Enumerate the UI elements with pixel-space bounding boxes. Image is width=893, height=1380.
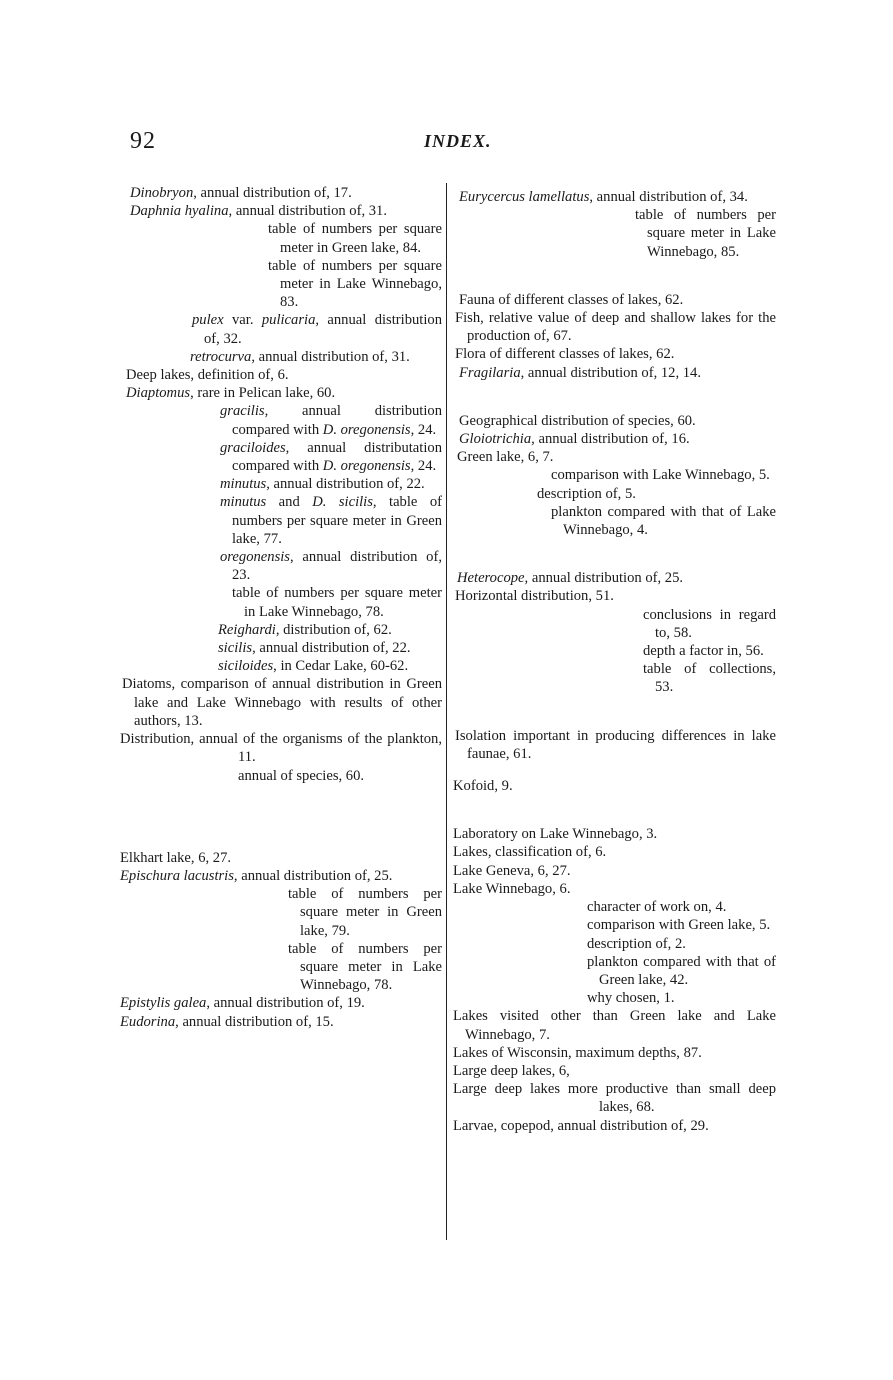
index-entry: Lakes, classification of, 6. (453, 844, 607, 861)
index-entry: Fish, relative value of deep and shallow lakes for the production of, 67. (455, 310, 776, 345)
index-entry: Lakes of Wisconsin, maximum depths, 87. (453, 1044, 702, 1061)
index-entry: table of numbers per square meter in Lake Winnebago, 78. (288, 940, 442, 994)
index-entry: Lake Winnebago, 6. (453, 880, 571, 897)
index-entry: table of numbers per square meter in Lake Winnebago, 83. (268, 257, 442, 311)
entry-spacer (453, 261, 776, 291)
index-entry: Laboratory on Lake Winnebago, 3. (453, 826, 658, 843)
index-entry: description of, 5. (537, 485, 636, 502)
index-entry: Flora of different classes of lakes, 62. (455, 346, 675, 363)
index-entry: Isolation important in producing differences in lake faunae, 61. (455, 727, 776, 762)
index-entry: gracilis, annual distribution compared with D. oregonensis, 24. (220, 403, 442, 438)
index-entry: Green lake, 6, 7. (457, 449, 554, 466)
index-entry: comparison with Green lake, 5. (587, 917, 771, 934)
index-entry: table of numbers per square meter in Lake Winnebago, 78. (232, 585, 442, 620)
index-entry: Large deep lakes more productive than small deep lakes, 68. (453, 1081, 776, 1116)
index-entry: Distribution, annual of the organisms of the plankton, 11. (120, 731, 442, 766)
index-entry: Heterocope, annual distribution of, 25. (457, 570, 684, 587)
index-entry: Epistylis galea, annual distribution of, 19. (120, 995, 365, 1012)
index-entry: Fauna of different classes of lakes, 62. (459, 291, 684, 308)
index-entry: Epischura lacustris, annual distribution of, 25. (120, 867, 393, 884)
column-divider (446, 183, 447, 1240)
index-entry: Dinobryon, annual distribution of, 17. (130, 185, 352, 201)
index-entry: annual of species, 60. (238, 767, 365, 784)
index-entry: comparison with Lake Winnebago, 5. (551, 467, 770, 484)
index-entry: description of, 2. (587, 935, 686, 952)
index-entry: table of numbers per square meter in Lake Winnebago, 85. (635, 207, 776, 260)
index-entry: oregonensis, annual distribution of, 23. (220, 549, 442, 584)
index-entry: Diatoms, comparison of annual distribution in Green lake and Lake Winnebago with results of other authors, 13. (122, 676, 442, 729)
index-entry: Diaptomus, rare in Pelican lake, 60. (126, 385, 336, 402)
index-entry: Daphnia hyalina, annual distribution of, 31. (130, 203, 388, 220)
index-entry: minutus, annual distribution of, 22. (220, 476, 425, 493)
entry-spacer (453, 763, 776, 777)
index-column-right (453, 188, 776, 1135)
index-entry: Deep lakes, definition of, 6. (126, 367, 289, 384)
index-entry: depth a factor in, 56. (643, 643, 764, 660)
index-entry: table of numbers per square meter in Green lake, 84. (268, 221, 442, 256)
entry-spacer (120, 785, 442, 849)
entry-spacer (453, 795, 776, 825)
index-entry: plankton compared with that of Lake Winnebago, 4. (551, 503, 776, 539)
index-column-left (120, 184, 442, 1031)
index-entry: Reighardi, distribution of, 62. (218, 621, 392, 638)
index-entry: Eurycercus lamellatus, annual distribution of, 34. (459, 189, 748, 205)
index-entry: Larvae, copepod, annual distribution of, 29. (453, 1117, 709, 1134)
index-entry: minutus and D. sicilis, table of numbers per square meter in Green lake, 77. (220, 494, 443, 547)
index-entry: Geographical distribution of species, 60. (459, 412, 696, 429)
entry-spacer (453, 539, 776, 569)
index-entry: pulex var. pulicaria, annual distribution of, 32. (192, 312, 442, 347)
index-entry: Gloiotrichia, annual distribution of, 16. (459, 431, 690, 448)
index-entry: plankton compared with that of Green lake, 42. (587, 953, 776, 988)
index-entry: table of collections, 53. (643, 661, 776, 696)
index-entry: why chosen, 1. (587, 990, 675, 1007)
index-entry: Eudorina, annual distribution of, 15. (120, 1013, 334, 1030)
index-entry: Lake Geneva, 6, 27. (453, 862, 571, 879)
index-entry: Lakes visited other than Green lake and Lake Winnebago, 7. (453, 1008, 776, 1043)
entry-spacer (453, 382, 776, 412)
index-entry: character of work on, 4. (587, 899, 727, 916)
index-entry: Large deep lakes, 6, (453, 1062, 570, 1079)
index-entry: siciloides, in Cedar Lake, 60-62. (218, 658, 409, 675)
index-entry: sicilis, annual distribution of, 22. (218, 640, 411, 657)
index-entry: Elkhart lake, 6, 27. (120, 849, 232, 866)
entry-spacer (453, 697, 776, 727)
index-entry: retrocurva, annual distribution of, 31. (190, 348, 410, 365)
index-entry: conclusions in regard to, 58. (643, 606, 776, 641)
page-title: INDEX. (424, 131, 492, 151)
page-number: 92 (130, 128, 156, 154)
index-entry: table of numbers per square meter in Green lake, 79. (288, 886, 442, 939)
index-entry: graciloides, annual distributation compared with D. oregonensis, 24. (220, 439, 442, 475)
index-entry: Kofoid, 9. (453, 778, 513, 795)
index-entry: Fragilaria, annual distribution of, 12, 14. (459, 364, 702, 381)
index-entry: Horizontal distribution, 51. (455, 588, 614, 605)
